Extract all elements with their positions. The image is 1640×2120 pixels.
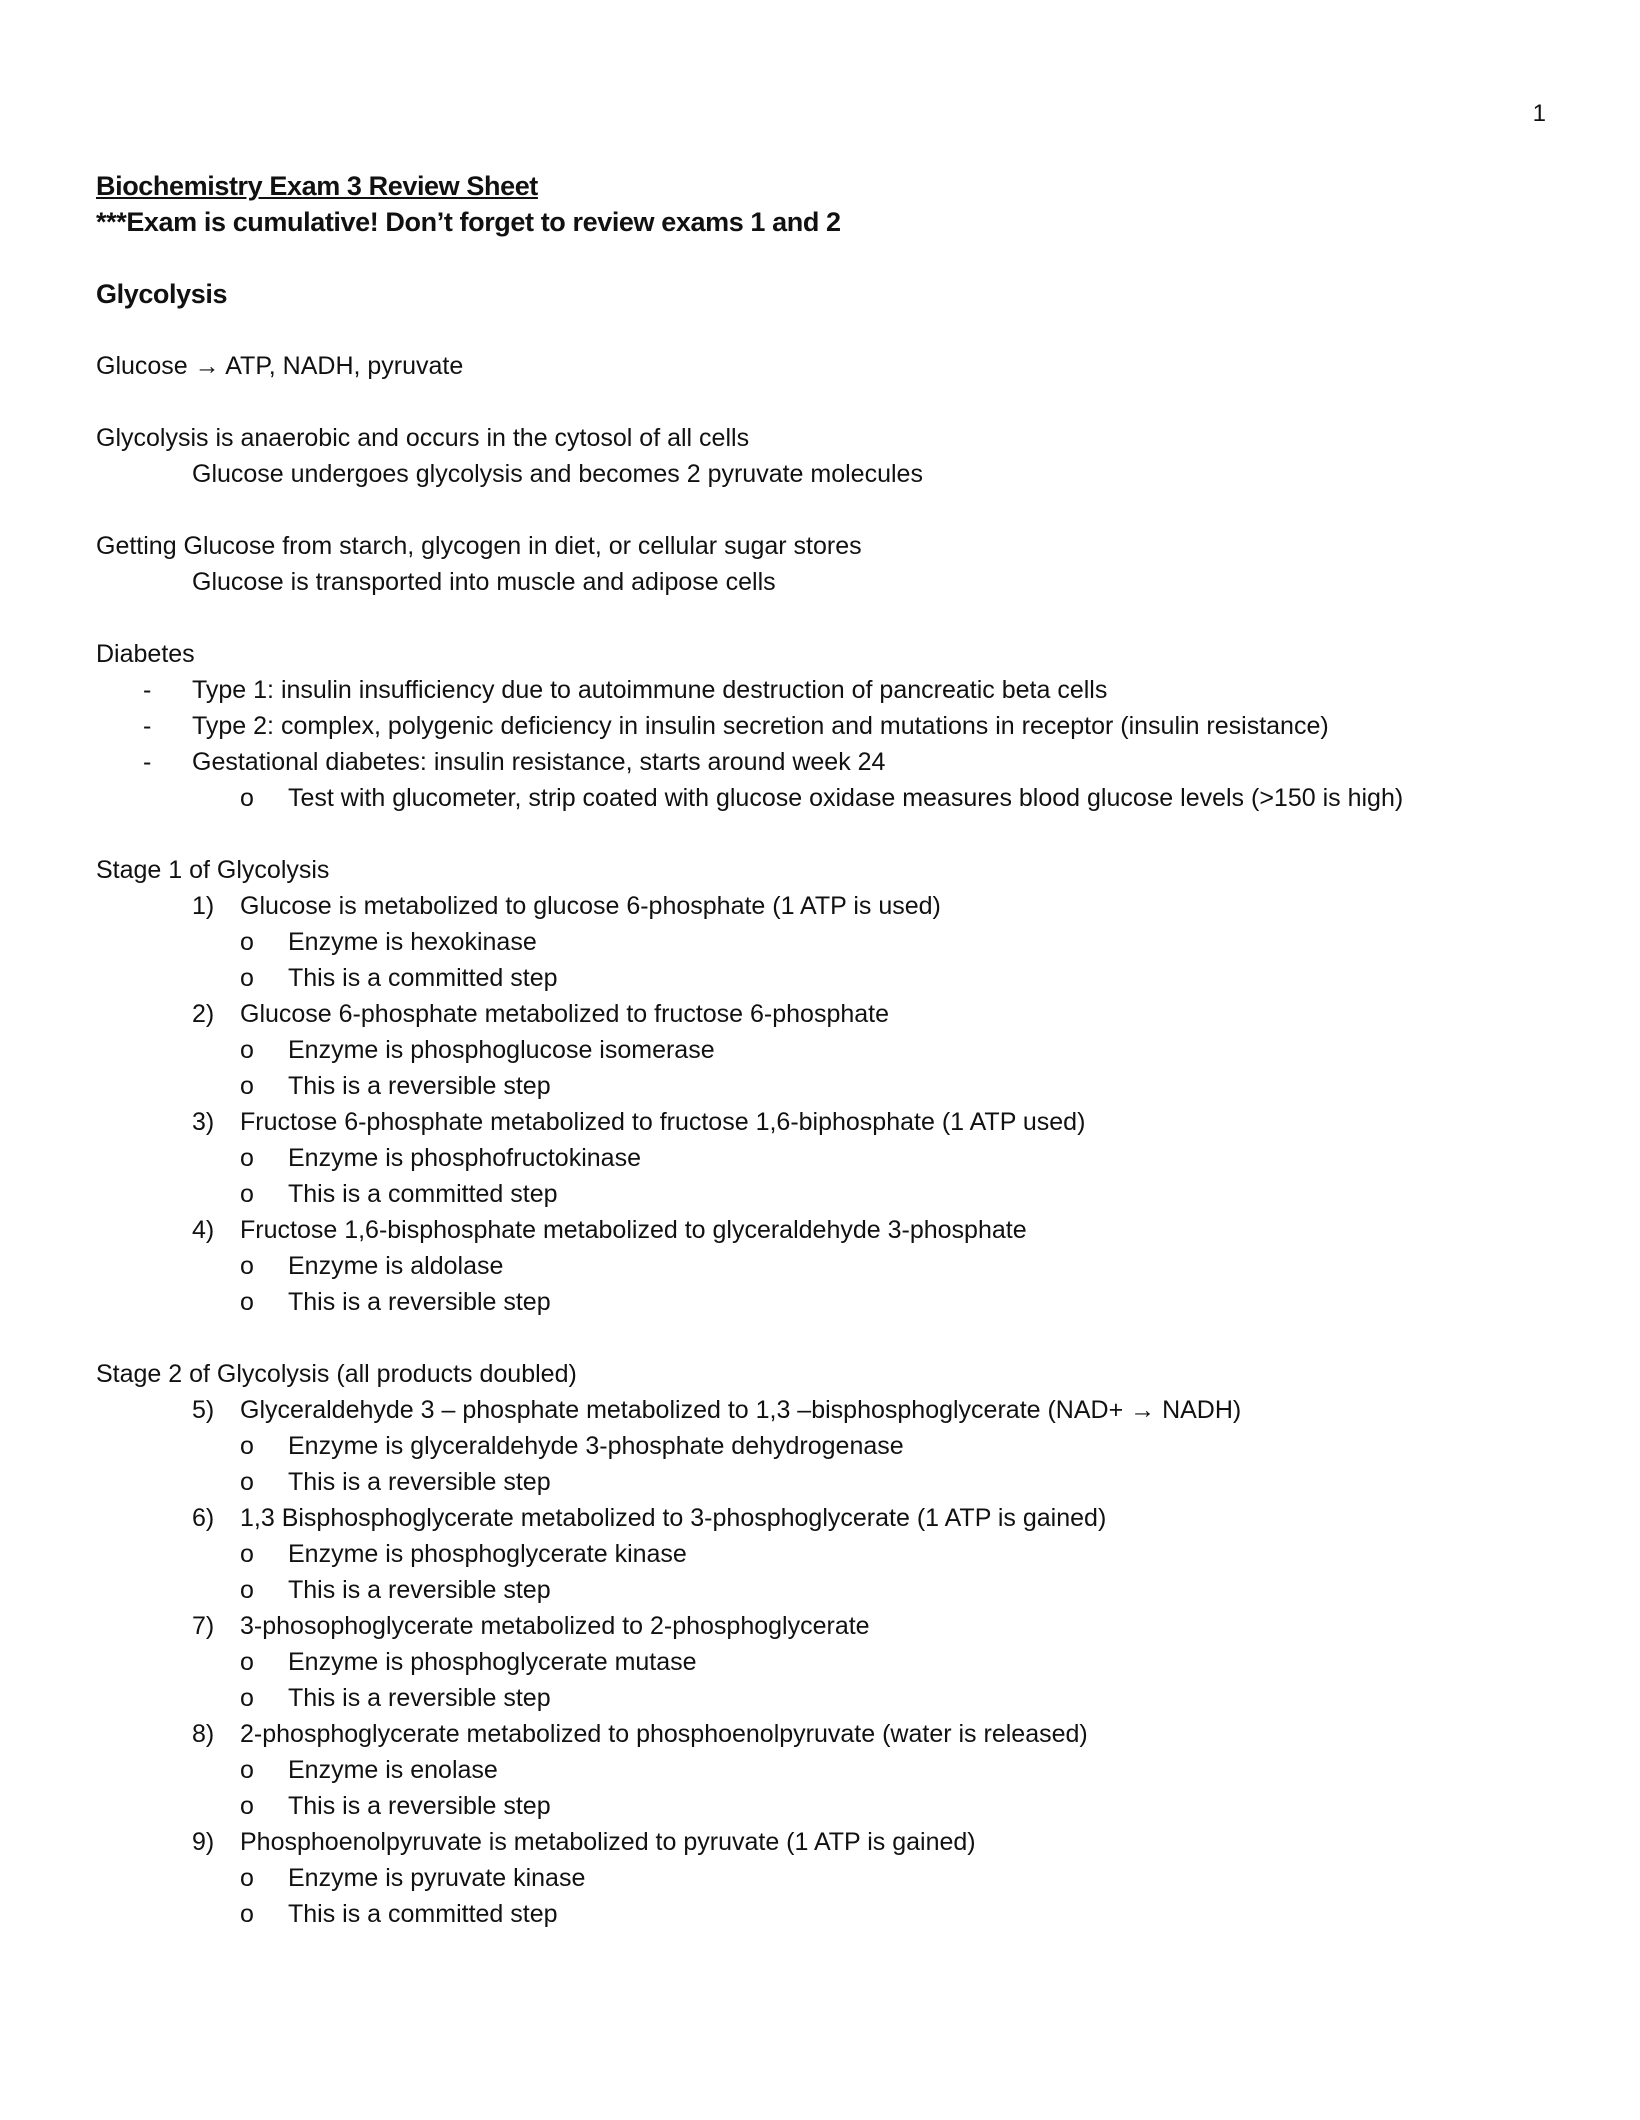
step-detail bbox=[96, 1140, 1546, 1176]
step-detail bbox=[96, 1248, 1546, 1284]
section-heading: Glycolysis bbox=[96, 279, 228, 309]
step-detail bbox=[96, 960, 1546, 996]
step-number: 3) bbox=[192, 1108, 215, 1136]
step-number: 4) bbox=[192, 1216, 215, 1244]
step-text: Fructose 6-phosphate metabolized to fructose 1,6-biphosphate (1 ATP used) bbox=[240, 1108, 1086, 1136]
paragraph-sub: Glucose is transported into muscle and adipose cells bbox=[192, 568, 776, 596]
step-item bbox=[96, 888, 1546, 924]
bullet-marker: o bbox=[240, 1072, 254, 1100]
bullet-marker: o bbox=[240, 1432, 254, 1460]
step-text: Phosphoenolpyruvate is metabolized to pyruvate (1 ATP is gained) bbox=[240, 1828, 976, 1856]
step-detail-text: Enzyme is phosphoglycerate mutase bbox=[288, 1648, 697, 1676]
bullet-marker: o bbox=[240, 1576, 254, 1604]
list-subitem: o Test with glucometer, strip coated with glucose oxidase measures blood glucose levels (>150 is high) bbox=[96, 780, 1546, 816]
step-detail-text: This is a reversible step bbox=[288, 1576, 551, 1604]
document-subtitle: ***Exam is cumulative! Don’t forget to review exams 1 and 2 bbox=[96, 207, 841, 237]
step-item bbox=[96, 1500, 1546, 1536]
step-detail-text: This is a reversible step bbox=[288, 1792, 551, 1820]
step-number: 2) bbox=[192, 1000, 215, 1028]
step-detail-text: This is a committed step bbox=[288, 964, 558, 992]
document-body bbox=[96, 168, 1546, 1932]
step-detail bbox=[96, 1752, 1546, 1788]
step-detail bbox=[96, 1896, 1546, 1932]
step-number: 1) bbox=[192, 892, 215, 920]
bullet-marker: o bbox=[240, 1756, 254, 1784]
step-detail-text: Enzyme is phosphoglucose isomerase bbox=[288, 1036, 715, 1064]
step-detail bbox=[96, 1572, 1546, 1608]
bullet-marker: o bbox=[240, 1144, 254, 1172]
step-detail bbox=[96, 1032, 1546, 1068]
step-item bbox=[96, 1824, 1546, 1860]
dash-marker: - bbox=[143, 748, 152, 776]
step-item bbox=[96, 1716, 1546, 1752]
bullet-marker: o bbox=[240, 1540, 254, 1568]
step-detail-text: Enzyme is phosphofructokinase bbox=[288, 1144, 641, 1172]
step-detail-text: This is a reversible step bbox=[288, 1072, 551, 1100]
step-detail-text: Enzyme is enolase bbox=[288, 1756, 498, 1784]
bullet-marker: o bbox=[240, 1864, 254, 1892]
dash-marker: - bbox=[143, 712, 152, 740]
step-text: 2-phosphoglycerate metabolized to phosphoenolpyruvate (water is released) bbox=[240, 1720, 1088, 1748]
stage-2-section bbox=[96, 1356, 1546, 1932]
step-item bbox=[96, 1104, 1546, 1140]
step-detail-text: Enzyme is aldolase bbox=[288, 1252, 504, 1280]
document-title: Biochemistry Exam 3 Review Sheet bbox=[96, 171, 538, 201]
step-detail bbox=[96, 1644, 1546, 1680]
bullet-marker: o bbox=[240, 1648, 254, 1676]
paragraph-main: Glycolysis is anaerobic and occurs in the cytosol of all cells bbox=[96, 424, 750, 452]
step-detail bbox=[96, 1284, 1546, 1320]
paragraph-sub: Glucose undergoes glycolysis and becomes 2 pyruvate molecules bbox=[192, 460, 923, 488]
diabetes-section bbox=[96, 636, 1546, 816]
step-item bbox=[96, 1392, 1546, 1428]
diabetes-heading: Diabetes bbox=[96, 640, 195, 668]
list-item: - Type 1: insulin insufficiency due to autoimmune destruction of pancreatic beta cells bbox=[96, 672, 1546, 708]
step-detail bbox=[96, 1428, 1546, 1464]
bullet-marker: o bbox=[240, 964, 254, 992]
glycolysis-equation: Glucose → ATP, NADH, pyruvate bbox=[96, 352, 464, 380]
step-detail bbox=[96, 1788, 1546, 1824]
bullet-marker: o bbox=[240, 1468, 254, 1496]
step-number: 8) bbox=[192, 1720, 215, 1748]
step-item bbox=[96, 1212, 1546, 1248]
list-item: - Gestational diabetes: insulin resistance, starts around week 24 bbox=[96, 744, 1546, 780]
step-detail-text: This is a committed step bbox=[288, 1900, 558, 1928]
stage-heading: Stage 1 of Glycolysis bbox=[96, 856, 330, 884]
step-detail-text: Enzyme is pyruvate kinase bbox=[288, 1864, 586, 1892]
step-detail bbox=[96, 1176, 1546, 1212]
step-detail-text: This is a reversible step bbox=[288, 1468, 551, 1496]
step-text: Glucose 6-phosphate metabolized to fructose 6-phosphate bbox=[240, 1000, 890, 1028]
bullet-marker: o bbox=[240, 1180, 254, 1208]
step-detail bbox=[96, 1860, 1546, 1896]
bullet-marker: o bbox=[240, 928, 254, 956]
bullet-marker: o bbox=[240, 1288, 254, 1316]
bullet-marker: o bbox=[240, 1792, 254, 1820]
step-text: Glyceraldehyde 3 – phosphate metabolized to 1,3 –bisphosphoglycerate (NAD+ → NADH) bbox=[240, 1396, 1242, 1424]
step-detail bbox=[96, 1536, 1546, 1572]
step-text: Fructose 1,6-bisphosphate metabolized to glyceraldehyde 3-phosphate bbox=[240, 1216, 1027, 1244]
step-detail-text: This is a committed step bbox=[288, 1180, 558, 1208]
dash-marker: - bbox=[143, 676, 152, 704]
list-item: - Type 2: complex, polygenic deficiency in insulin secretion and mutations in receptor (insulin resistance) bbox=[96, 708, 1546, 744]
step-item bbox=[96, 996, 1546, 1032]
bullet-marker: o bbox=[240, 1036, 254, 1064]
step-text: 3-phosophoglycerate metabolized to 2-phosphoglycerate bbox=[240, 1612, 870, 1640]
step-detail bbox=[96, 1464, 1546, 1500]
step-detail-text: Enzyme is phosphoglycerate kinase bbox=[288, 1540, 687, 1568]
bullet-marker: o bbox=[240, 784, 254, 812]
step-number: 5) bbox=[192, 1396, 215, 1424]
step-detail bbox=[96, 1680, 1546, 1716]
bullet-marker: o bbox=[240, 1684, 254, 1712]
stage-heading: Stage 2 of Glycolysis (all products doubled) bbox=[96, 1360, 577, 1388]
step-detail-text: This is a reversible step bbox=[288, 1288, 551, 1316]
stage-1-section bbox=[96, 852, 1546, 1320]
step-detail-text: Enzyme is glyceraldehyde 3-phosphate dehydrogenase bbox=[288, 1432, 904, 1460]
step-text: Glucose is metabolized to glucose 6-phosphate (1 ATP is used) bbox=[240, 892, 941, 920]
step-text: 1,3 Bisphosphoglycerate metabolized to 3-phosphoglycerate (1 ATP is gained) bbox=[240, 1504, 1107, 1532]
step-detail bbox=[96, 1068, 1546, 1104]
bullet-marker: o bbox=[240, 1252, 254, 1280]
step-detail-text: Enzyme is hexokinase bbox=[288, 928, 537, 956]
step-number: 9) bbox=[192, 1828, 215, 1856]
page-number: 1 bbox=[1532, 100, 1546, 127]
step-number: 6) bbox=[192, 1504, 215, 1532]
paragraph-main: Getting Glucose from starch, glycogen in diet, or cellular sugar stores bbox=[96, 532, 862, 560]
step-number: 7) bbox=[192, 1612, 215, 1640]
bullet-marker: o bbox=[240, 1900, 254, 1928]
step-detail-text: This is a reversible step bbox=[288, 1684, 551, 1712]
step-detail bbox=[96, 924, 1546, 960]
step-item bbox=[96, 1608, 1546, 1644]
